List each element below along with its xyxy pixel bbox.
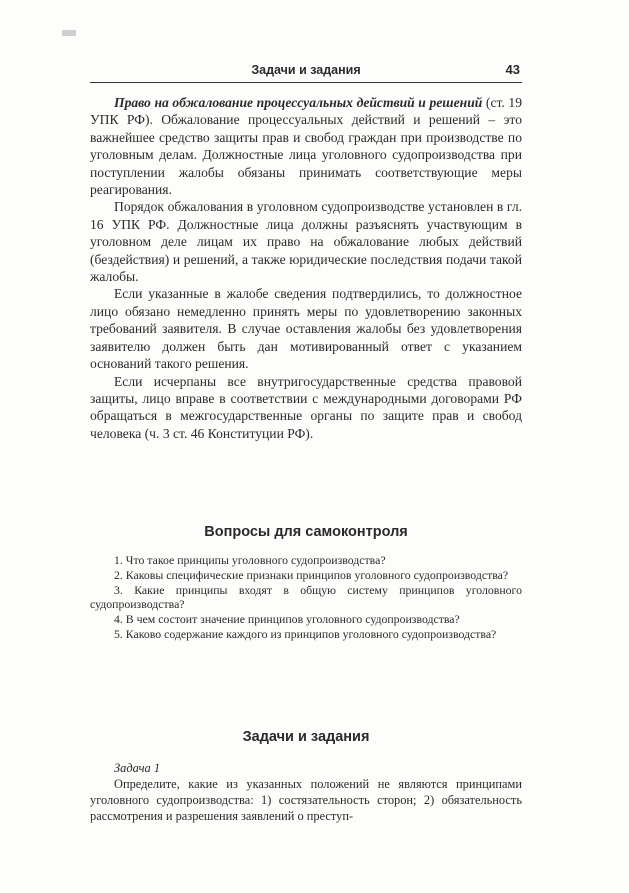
question-item: 4. В чем состоит значение принципов уголовного судопроизводства? (114, 612, 460, 627)
question-item: 2. Каковы специфические признаки принципов уголовного судопроизводства? (114, 567, 509, 582)
question-item: 5. Каково содержание каждого из принципов уголовного судопроизводства? (114, 626, 497, 641)
paragraph (90, 94, 522, 198)
question-list (90, 553, 522, 642)
question-item: 1. Что такое принципы уголовного судопроизводства? (114, 553, 386, 567)
scan-mark (62, 30, 76, 36)
task-text: Определите, какие из указанных положений не являются принципами уголовного судопроизводства: 1) состязательность сторон; 2) обязательность рассмотрения и разрешения заявлений о преступ- (90, 777, 522, 823)
main-text (90, 94, 522, 442)
self-check-heading: Вопросы для самоконтроля (204, 524, 408, 540)
page-number: 43 (505, 62, 520, 77)
paragraph: Если указанные в жалобе сведения подтвердились, то должностное лицо обязано немедленно принять меры по удовлетворению законных требований заявителя. В случае оставления жалобы без удовлетворения заявителю должен быть дан мотивированный ответ с указанием оснований такого решения. (90, 286, 522, 372)
running-header-title: Задачи и задания (251, 63, 361, 77)
paragraph: Порядок обжалования в уголовном судопроизводстве установлен в гл. 16 УПК РФ. Должностные лица должны разъяснять участвующим в уголовном деле лицам их право на обжалование любых действий (бездействия) и решений, а также юридические последствия подачи такой жалобы. (90, 199, 522, 285)
question-item: 3. Какие принципы входят в общую систему принципов уголовного судопроизводства? (90, 582, 522, 612)
tasks-heading: Задачи и задания (242, 729, 370, 745)
lead-text: (ст. 19 УПК РФ). Обжалование процессуальных действий и решений – это важнейшее средство защиты прав и свобод граждан при производстве по уголовным делам. Должностные лица уголовного судопроизводства при поступлении жалобы обязаны принимать соответствующие меры реагирования. (90, 95, 522, 198)
running-header (90, 60, 522, 83)
task-label: Задача 1 (114, 761, 161, 775)
task-block (90, 760, 522, 824)
paragraph: Если исчерпаны все внутригосударственные средства правовой защиты, лицо вправе в соответствии с международными договорами РФ обращаться в межгосударственные органы по защите прав и свобод человека (ч. 3 ст. 46 Конституции РФ). (90, 373, 522, 441)
lead-term: Право на обжалование процессуальных действий и решений (114, 95, 483, 110)
